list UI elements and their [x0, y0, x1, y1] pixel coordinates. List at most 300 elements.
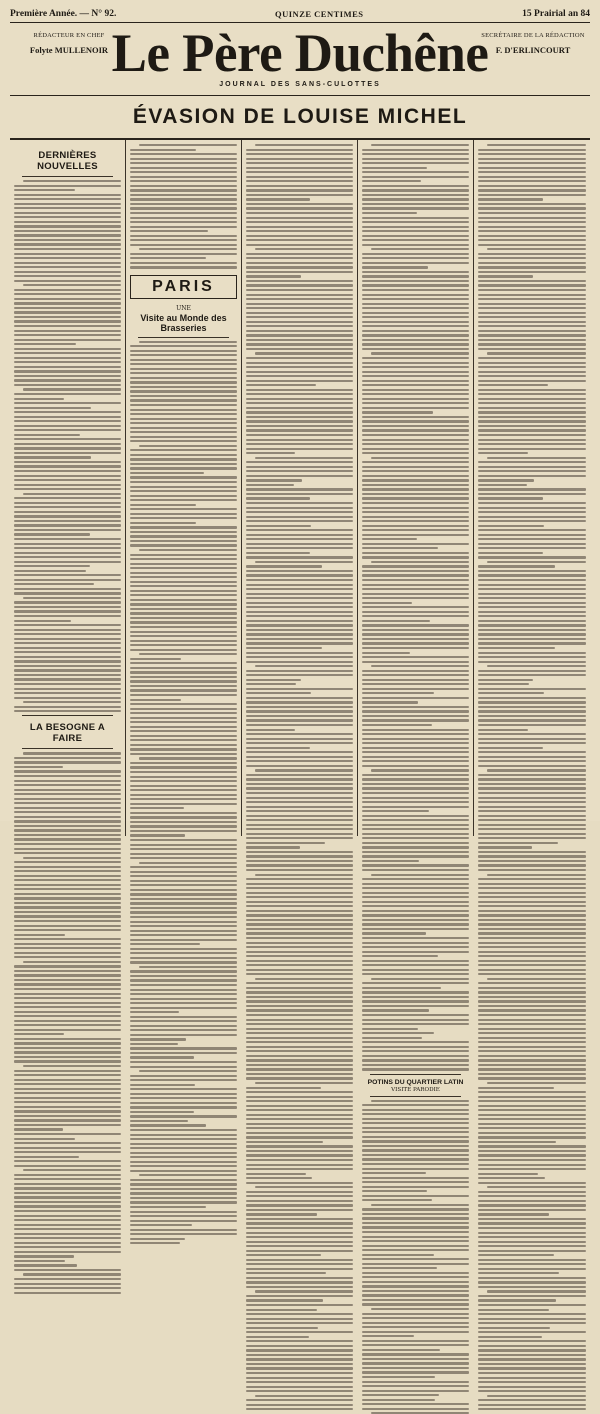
text-line: [478, 674, 586, 676]
article-text: [130, 144, 237, 269]
text-line: [362, 597, 469, 599]
text-line: [246, 1182, 353, 1184]
text-line: [14, 1174, 121, 1176]
text-line: [14, 579, 121, 581]
text-line: [14, 761, 121, 763]
text-line: [362, 652, 410, 654]
text-line: [362, 864, 469, 866]
text-line: [246, 1213, 317, 1215]
text-line: [14, 1092, 121, 1094]
text-line: [362, 547, 438, 549]
text-line: [362, 1163, 469, 1165]
text-line: [478, 153, 586, 155]
text-line: [130, 735, 237, 737]
text-line: [139, 757, 237, 759]
text-line: [362, 475, 469, 477]
text-line: [14, 906, 121, 908]
text-line: [478, 1000, 586, 1002]
text-line: [14, 1011, 121, 1013]
text-line: [130, 825, 237, 827]
text-line: [371, 769, 469, 771]
text-line: [130, 1025, 237, 1027]
text-line: [14, 897, 121, 899]
text-line: [478, 1168, 586, 1170]
text-line: [246, 298, 353, 300]
text-line: [362, 1104, 469, 1106]
text-line: [478, 439, 586, 441]
text-line: [130, 207, 237, 209]
text-line: [246, 928, 353, 930]
text-line: [130, 1056, 194, 1058]
text-line: [14, 1047, 121, 1049]
text-line: [14, 506, 121, 508]
section-title-besogne: LA BESOGNE A FAIRE: [29, 722, 106, 745]
text-line: [130, 517, 237, 519]
text-line: [130, 635, 237, 637]
text-line: [362, 697, 469, 699]
text-line: [130, 226, 237, 228]
text-line: [246, 715, 353, 717]
text-line: [362, 1131, 469, 1133]
text-line: [130, 939, 237, 941]
text-line: [130, 567, 237, 569]
text-line: [130, 1238, 185, 1240]
divider: [22, 715, 113, 716]
text-line: [14, 253, 121, 255]
text-line: [14, 1033, 64, 1035]
text-line: [362, 842, 469, 844]
text-line: [14, 343, 76, 345]
text-line: [362, 1349, 440, 1351]
text-line: [478, 321, 586, 323]
text-line: [478, 529, 586, 531]
section-title-paris: PARIS: [152, 277, 215, 295]
text-line: [478, 1377, 586, 1379]
text-line: [130, 257, 206, 259]
text-line: [14, 443, 121, 445]
text-line: [362, 316, 469, 318]
text-line: [130, 1143, 237, 1145]
article-text: [246, 144, 353, 1410]
text-line: [362, 584, 469, 586]
text-line: [14, 1029, 121, 1031]
text-line: [246, 883, 353, 885]
text-line: [478, 606, 586, 608]
text-line: [362, 1028, 418, 1030]
text-line: [14, 807, 121, 809]
text-line: [246, 588, 353, 590]
text-line: [14, 375, 121, 377]
text-line: [139, 341, 237, 343]
text-line: [362, 588, 469, 590]
text-line: [246, 1313, 353, 1315]
text-line: [130, 748, 237, 750]
text-line: [255, 248, 353, 250]
text-line: [246, 316, 353, 318]
text-line: [130, 495, 237, 497]
text-line: [246, 1209, 353, 1211]
text-line: [14, 775, 121, 777]
text-line: [362, 892, 469, 894]
text-line: [14, 325, 121, 327]
text-line: [478, 271, 586, 273]
text-line: [362, 448, 469, 450]
text-line: [130, 476, 237, 478]
text-line: [246, 339, 353, 341]
text-line: [478, 1123, 586, 1125]
issue-date: 15 Prairial an 84: [522, 9, 590, 19]
text-line: [478, 901, 586, 903]
text-line: [371, 248, 469, 250]
text-line: [246, 923, 353, 925]
text-line: [478, 1254, 554, 1256]
text-line: [478, 1358, 586, 1360]
text-line: [478, 937, 586, 939]
text-line: [478, 1019, 586, 1021]
text-line: [487, 978, 586, 980]
text-line: [14, 674, 121, 676]
text-line: [478, 1327, 550, 1329]
text-line: [362, 1258, 469, 1260]
text-line: [362, 869, 469, 871]
text-line: [130, 386, 237, 388]
text-line: [487, 1186, 586, 1188]
text-line: [362, 253, 469, 255]
text-line: [362, 312, 469, 314]
text-line: [14, 339, 121, 341]
text-line: [255, 1290, 353, 1292]
text-line: [14, 1074, 121, 1076]
text-line: [14, 1142, 121, 1144]
text-line: [246, 1019, 353, 1021]
text-line: [14, 1224, 121, 1226]
text-line: [478, 1372, 586, 1374]
text-line: [362, 393, 469, 395]
text-line: [130, 1106, 237, 1108]
text-line: [246, 443, 353, 445]
text-line: [14, 638, 121, 640]
text-line: [246, 1168, 353, 1170]
text-line: [246, 429, 353, 431]
text-line: [246, 1349, 353, 1351]
text-line: [478, 942, 586, 944]
text-line: [130, 1138, 237, 1140]
text-line: [478, 579, 586, 581]
text-line: [246, 330, 353, 332]
text-line: [478, 411, 586, 413]
text-line: [246, 851, 353, 853]
text-line: [478, 375, 586, 377]
text-line: [478, 1132, 586, 1134]
text-line: [246, 448, 353, 450]
text-line: [362, 280, 469, 282]
text-line: [362, 1145, 469, 1147]
text-line: [130, 526, 237, 528]
text-line: [14, 547, 121, 549]
text-line: [14, 1255, 74, 1257]
text-line: [255, 144, 353, 146]
text-line: [362, 719, 469, 721]
text-line: [139, 653, 237, 655]
text-line: [246, 1304, 353, 1306]
text-line: [130, 1020, 237, 1022]
text-line: [246, 1005, 353, 1007]
text-line: [14, 1051, 121, 1053]
text-line: [478, 1381, 586, 1383]
text-line: [478, 1222, 586, 1224]
text-line: [14, 565, 90, 567]
text-line: [246, 1009, 353, 1011]
text-line: [246, 710, 353, 712]
text-line: [246, 833, 353, 835]
text-line: [246, 724, 353, 726]
text-line: [14, 624, 121, 626]
article-text: [14, 752, 121, 1293]
text-line: [14, 538, 121, 540]
text-line: [246, 615, 353, 617]
text-line: [362, 751, 469, 753]
text-line: [487, 769, 586, 771]
text-line: [14, 766, 63, 768]
text-line: [362, 1294, 469, 1296]
text-line: [362, 429, 469, 431]
text-line: [246, 864, 353, 866]
text-line: [362, 1046, 469, 1048]
text-line: [130, 1211, 237, 1213]
text-line: [14, 257, 121, 259]
text-line: [246, 244, 353, 246]
text-line: [130, 167, 237, 169]
text-line: [14, 1024, 121, 1026]
text-line: [246, 1059, 353, 1061]
text-line: [246, 602, 353, 604]
text-line: [130, 617, 237, 619]
text-line: [130, 481, 237, 483]
text-line: [362, 810, 429, 812]
text-line: [14, 1246, 121, 1248]
text-line: [130, 1161, 237, 1163]
text-line: [14, 647, 121, 649]
text-line: [14, 911, 121, 913]
text-line: [246, 411, 353, 413]
text-line: [130, 893, 237, 895]
text-line: [130, 612, 237, 614]
text-line: [14, 293, 121, 295]
text-line: [362, 638, 469, 640]
text-line: [478, 316, 586, 318]
column-3: [242, 140, 358, 836]
text-line: [362, 1050, 469, 1052]
text-line: [246, 366, 353, 368]
text-line: [130, 712, 237, 714]
text-line: [130, 857, 237, 859]
newspaper-subtitle: JOURNAL DES SANS-CULOTTES: [219, 81, 381, 88]
text-line: [23, 493, 121, 495]
text-line: [246, 253, 353, 255]
text-line: [14, 243, 121, 245]
text-line: [478, 1096, 586, 1098]
column-5: [474, 140, 590, 836]
text-line: [130, 486, 237, 488]
text-line: [478, 724, 586, 726]
text-line: [14, 1147, 121, 1149]
text-line: [478, 266, 586, 268]
text-line: [362, 851, 469, 853]
text-line: [246, 783, 353, 785]
text-line: [362, 683, 469, 685]
text-line: [478, 1336, 542, 1338]
text-line: [14, 1097, 121, 1099]
text-line: [478, 919, 586, 921]
text-line: [14, 574, 121, 576]
text-line: [246, 1404, 353, 1406]
text-line: [246, 434, 353, 436]
text-line: [362, 1367, 469, 1369]
text-line: [487, 665, 586, 667]
text-line: [362, 982, 469, 984]
text-line: [130, 472, 204, 474]
text-line: [362, 1195, 469, 1197]
text-line: [246, 1354, 353, 1356]
text-line: [130, 703, 237, 705]
text-line: [14, 420, 121, 422]
text-line: [246, 271, 353, 273]
text-line: [130, 631, 237, 633]
text-line: [130, 844, 237, 846]
text-line: [246, 774, 353, 776]
text-line: [14, 629, 121, 631]
text-line: [478, 1386, 586, 1388]
text-line: [478, 1408, 586, 1410]
text-line: [130, 830, 237, 832]
text-line: [362, 1385, 469, 1387]
text-line: [246, 312, 353, 314]
text-line: [14, 361, 121, 363]
text-line: [362, 1172, 426, 1174]
text-line: [362, 1122, 469, 1124]
text-line: [246, 692, 311, 694]
text-line: [130, 1075, 237, 1077]
text-line: [478, 1177, 545, 1179]
text-line: [14, 185, 121, 187]
text-line: [14, 479, 121, 481]
text-line: [14, 884, 121, 886]
text-line: [246, 855, 353, 857]
text-line: [478, 1136, 586, 1138]
text-line: [362, 742, 469, 744]
text-line: [478, 611, 586, 613]
text-line: [362, 1254, 434, 1256]
text-line: [478, 828, 586, 830]
text-line: [246, 416, 353, 418]
text-line: [14, 793, 121, 795]
text-line: [362, 262, 469, 264]
text-line: [362, 221, 469, 223]
text-line: [130, 1197, 237, 1199]
text-line: [14, 271, 121, 273]
text-line: [14, 947, 121, 949]
text-line: [362, 484, 469, 486]
text-line: [362, 942, 469, 944]
text-line: [362, 760, 469, 762]
text-line: [246, 1277, 353, 1279]
text-line: [487, 352, 586, 354]
text-line: [130, 244, 237, 246]
text-line: [362, 688, 469, 690]
text-line: [478, 198, 543, 200]
text-line: [255, 1082, 353, 1084]
text-line: [14, 1088, 121, 1090]
text-line: [255, 665, 353, 667]
article-columns: [10, 140, 590, 1093]
text-line: [478, 307, 586, 309]
text-line: [246, 1087, 321, 1089]
text-line: [246, 1372, 353, 1374]
text-line: [478, 502, 586, 504]
text-line: [246, 656, 353, 658]
text-line: [130, 649, 237, 651]
text-line: [130, 644, 237, 646]
text-line: [487, 1290, 586, 1292]
article-text: [362, 1100, 469, 1414]
text-line: [362, 411, 433, 413]
text-line: [246, 1263, 353, 1265]
section-une: UNE: [176, 304, 191, 312]
text-line: [130, 658, 181, 660]
text-line: [362, 1032, 434, 1034]
text-line: [14, 875, 121, 877]
text-line: [14, 1242, 121, 1244]
text-line: [478, 1145, 586, 1147]
text-line: [23, 1065, 121, 1067]
text-line: [14, 1115, 121, 1117]
text-line: [362, 1285, 469, 1287]
text-line: [130, 1088, 237, 1090]
text-line: [478, 914, 586, 916]
text-line: [14, 952, 121, 954]
text-line: [14, 1042, 121, 1044]
text-line: [246, 1105, 353, 1107]
text-line: [362, 1118, 469, 1120]
text-line: [246, 1173, 306, 1175]
text-line: [14, 352, 121, 354]
text-line: [14, 656, 121, 658]
text-line: [14, 316, 121, 318]
text-line: [362, 402, 469, 404]
text-line: [14, 225, 121, 227]
article-text: [130, 341, 237, 1245]
text-line: [478, 1331, 586, 1333]
text-line: [478, 642, 586, 644]
text-line: [14, 524, 121, 526]
text-line: [130, 621, 237, 623]
text-line: [362, 778, 469, 780]
text-line: [362, 855, 469, 857]
text-line: [478, 371, 586, 373]
text-line: [14, 1205, 121, 1207]
text-line: [362, 1136, 469, 1138]
text-line: [478, 1014, 586, 1016]
text-line: [14, 601, 121, 603]
text-line: [478, 443, 586, 445]
text-line: [478, 887, 586, 889]
text-line: [130, 1192, 237, 1194]
text-line: [14, 502, 121, 504]
text-line: [14, 888, 121, 890]
text-line: [14, 1038, 121, 1040]
text-line: [246, 1164, 353, 1166]
text-line: [478, 1173, 538, 1175]
